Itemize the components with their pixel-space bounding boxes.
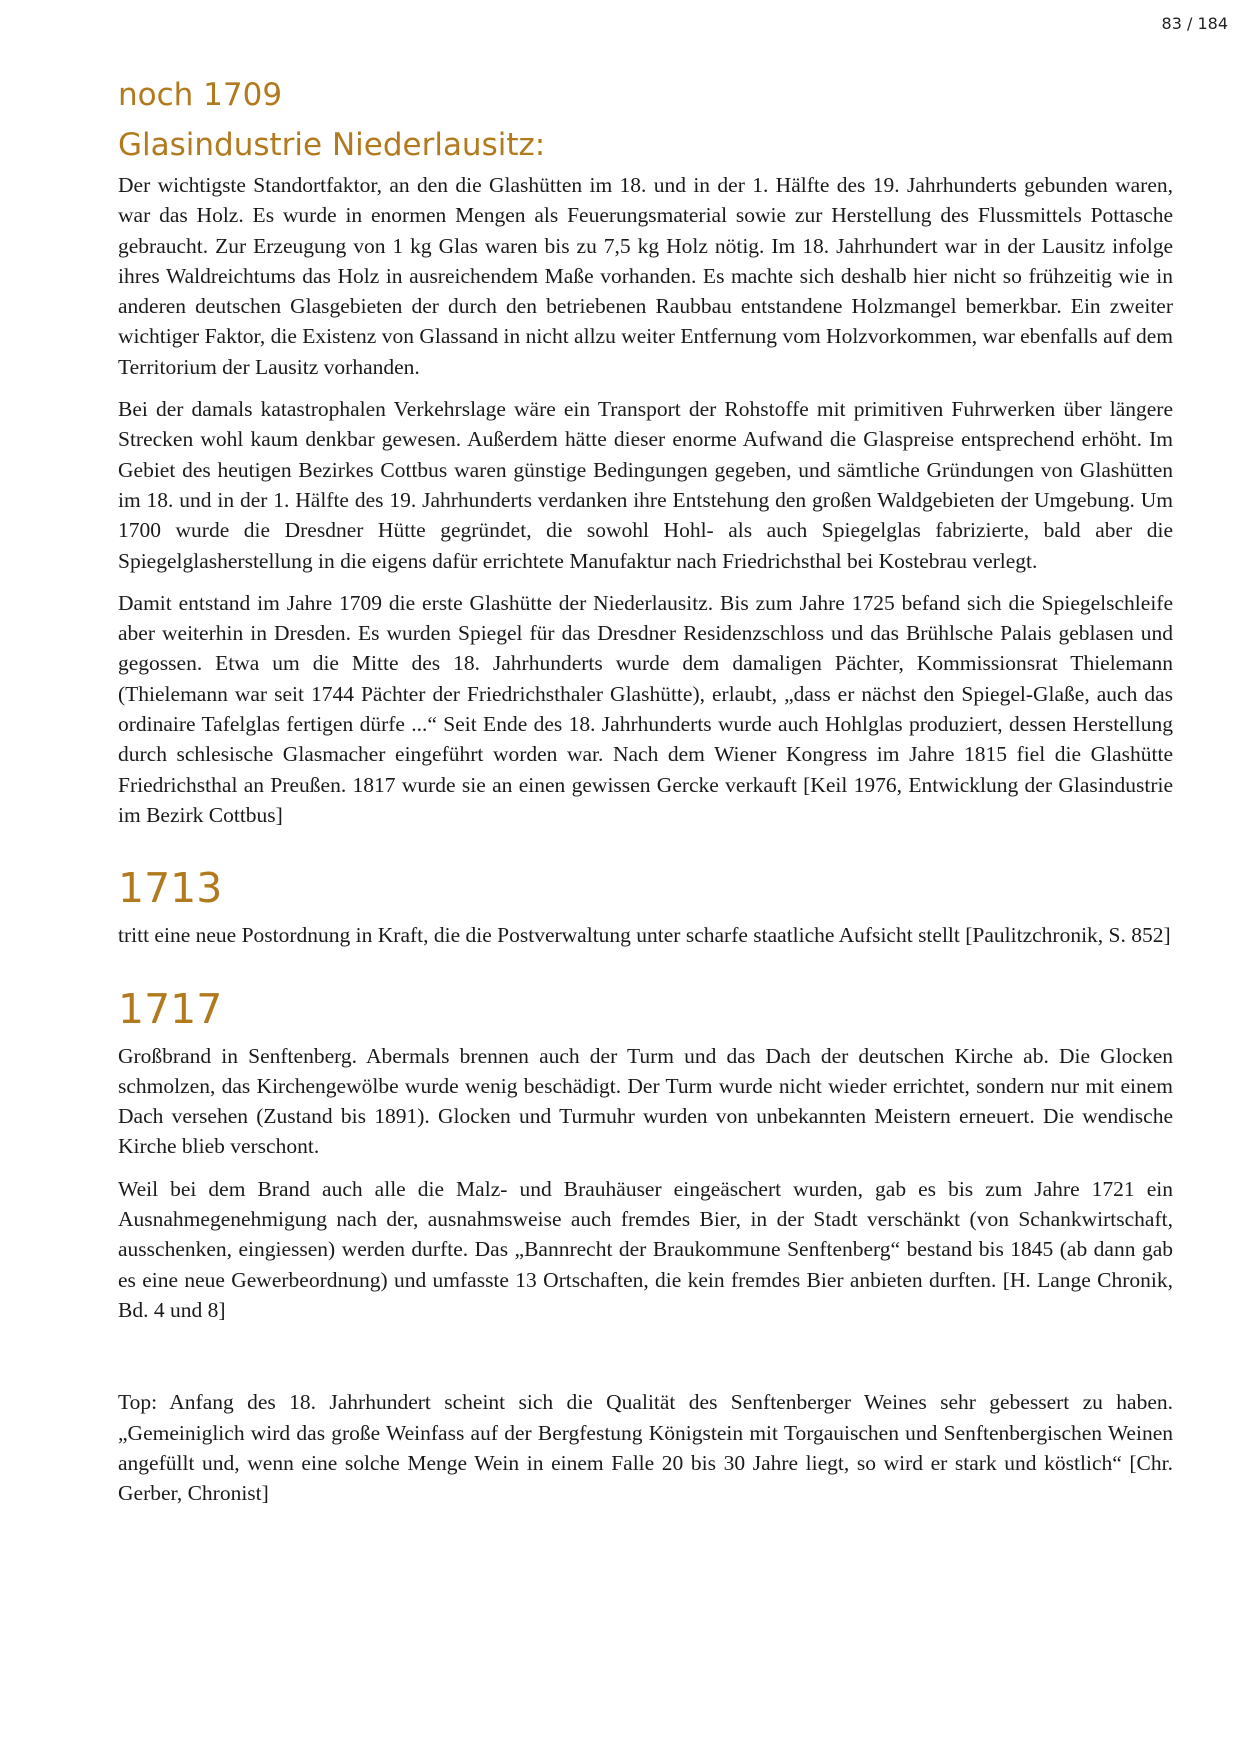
paragraph: Weil bei dem Brand auch alle die Malz- und Brauhäuser eingeäschert wurden, gab es bis zum Jahre 1721 ein Ausnahmegenehmigung nach der, ausnahmsweise auch fremdes Bier, in der Stadt verschänkt (von Schankwirtschaft, ausschenken, eingiessen) werden durfte. Das „Bannrecht der Braukommune Senftenberg“ bestand bis 1845 (ab dann gab es eine neue Gewerbeordnung) und umfasste 13 Ortschaften, die kein fremdes Bier anbieten durften. [H. Lange Chronik, Bd. 4 und 8] — [118, 1176, 1173, 1322]
spacer — [118, 1337, 1173, 1387]
paragraph: Großbrand in Senftenberg. Abermals brennen auch der Turm und das Dach der deutschen Kirche ab. Die Glocken schmolzen, das Kirchengewölbe wurde wenig beschädigt. Der Turm wurde nicht wieder errichtet, sondern nur mit einem Dach versehen (Zustand bis 1891). Glocken und Turmuhr wurden von unbekannten Meistern erneuert. Die wendische Kirche blieb verschont. — [118, 1043, 1173, 1159]
paragraph: Bei der damals katastrophalen Verkehrslage wäre ein Transport der Rohstoffe mit primitiven Fuhrwerken über längere Strecken wohl kaum denkbar gewesen. Außerdem hätte dieser enorme Aufwand die Glaspreise entsprechend erhöht. Im Gebiet des heutigen Bezirkes Cottbus waren günstige Bedingungen gegeben, und sämtliche Gründungen von Glashütten im 18. und in der 1. Hälfte des 19. Jahrhunderts verdanken ihre Entstehung den großen Waldgebieten der Umgebung. Um 1700 wurde die Dresdner Hütte gegründet, die sowohl Hohl- als auch Spiegelglas fabrizierte, bald aber die Spiegelglasherstellung in die eigens dafür errichtete Manufaktur nach Friedrichsthal bei Kostebrau verlegt. — [118, 397, 1173, 573]
document-body — [118, 74, 1173, 1520]
section-subheading-glasindustrie: Glasindustrie Niederlausitz: — [118, 127, 546, 163]
section-heading-noch-1709: noch 1709 — [118, 77, 283, 113]
section-heading-1713: 1713 — [118, 864, 223, 913]
paragraph: Der wichtigste Standortfaktor, an den die Glashütten im 18. und in der 1. Hälfte des 19. Jahrhunderts gebunden waren, war das Holz. Es wurde in enormen Mengen als Feuerungsmaterial sowie zur Herstellung des Flussmittels Pottasche gebraucht. Zur Erzeugung von 1 kg Glas waren bis zu 7,5 kg Holz nötig. Im 18. Jahrhundert war in der Lausitz infolge ihres Waldreichtums das Holz in ausreichendem Maße vorhanden. Es machte sich deshalb hier nicht so frühzeitig wie in anderen deutschen Glasgebieten der durch den betriebenen Raubbau entstandene Holzmangel bemerkbar. Ein zweiter wichtiger Faktor, die Existenz von Glassand in nicht allzu weiter Entfernung vom Holzvorkommen, war ebenfalls auf dem Territorium der Lausitz vorhanden. — [118, 173, 1173, 379]
section-heading-1717: 1717 — [118, 984, 223, 1033]
paragraph: tritt eine neue Postordnung in Kraft, die die Postverwaltung unter scharfe staatliche Aufsicht stellt [Paulitzchronik, S. 852] — [118, 923, 1171, 948]
paragraph: Damit entstand im Jahre 1709 die erste Glashütte der Niederlausitz. Bis zum Jahre 1725 befand sich die Spiegelschleife aber weiterhin in Dresden. Es wurden Spiegel für das Dresdner Residenzschloss und das Brühlsche Palais geblasen und gegossen. Etwa um die Mitte des 18. Jahrhunderts wurde dem damaligen Pächter, Kommissionsrat Thielemann (Thielemann war seit 1744 Pächter der Friedrichsthaler Glashütte), erlaubt, „dass er nächst den Spiegel-Glaße, auch das ordinaire Tafelglas fertigen dürfe ...“ Seit Ende des 18. Jahrhunderts wurde auch Hohlglas produziert, dessen Herstellung durch schlesische Glasmacher eingeführt worden war. Nach dem Wiener Kongress im Jahre 1815 fiel die Glashütte Friedrichsthal an Preußen. 1817 wurde sie an einen gewissen Gercke verkauft [Keil 1976, Entwicklung der Glasindustrie im Bezirk Cottbus] — [118, 590, 1173, 827]
footnote-paragraph: Top: Anfang des 18. Jahrhundert scheint sich die Qualität des Senftenberger Weines sehr gebessert zu haben. „Gemeiniglich wird das große Weinfass auf der Bergfestung Königstein mit Torgauischen und Senftenbergischen Weinen angefüllt und, wenn eine solche Menge Wein in einem Falle 20 bis 30 Jahre liegt, so wird er stark und köstlich“ [Chr. Gerber, Chronist] — [118, 1390, 1173, 1506]
page-number: 83 / 184 — [1161, 14, 1228, 33]
